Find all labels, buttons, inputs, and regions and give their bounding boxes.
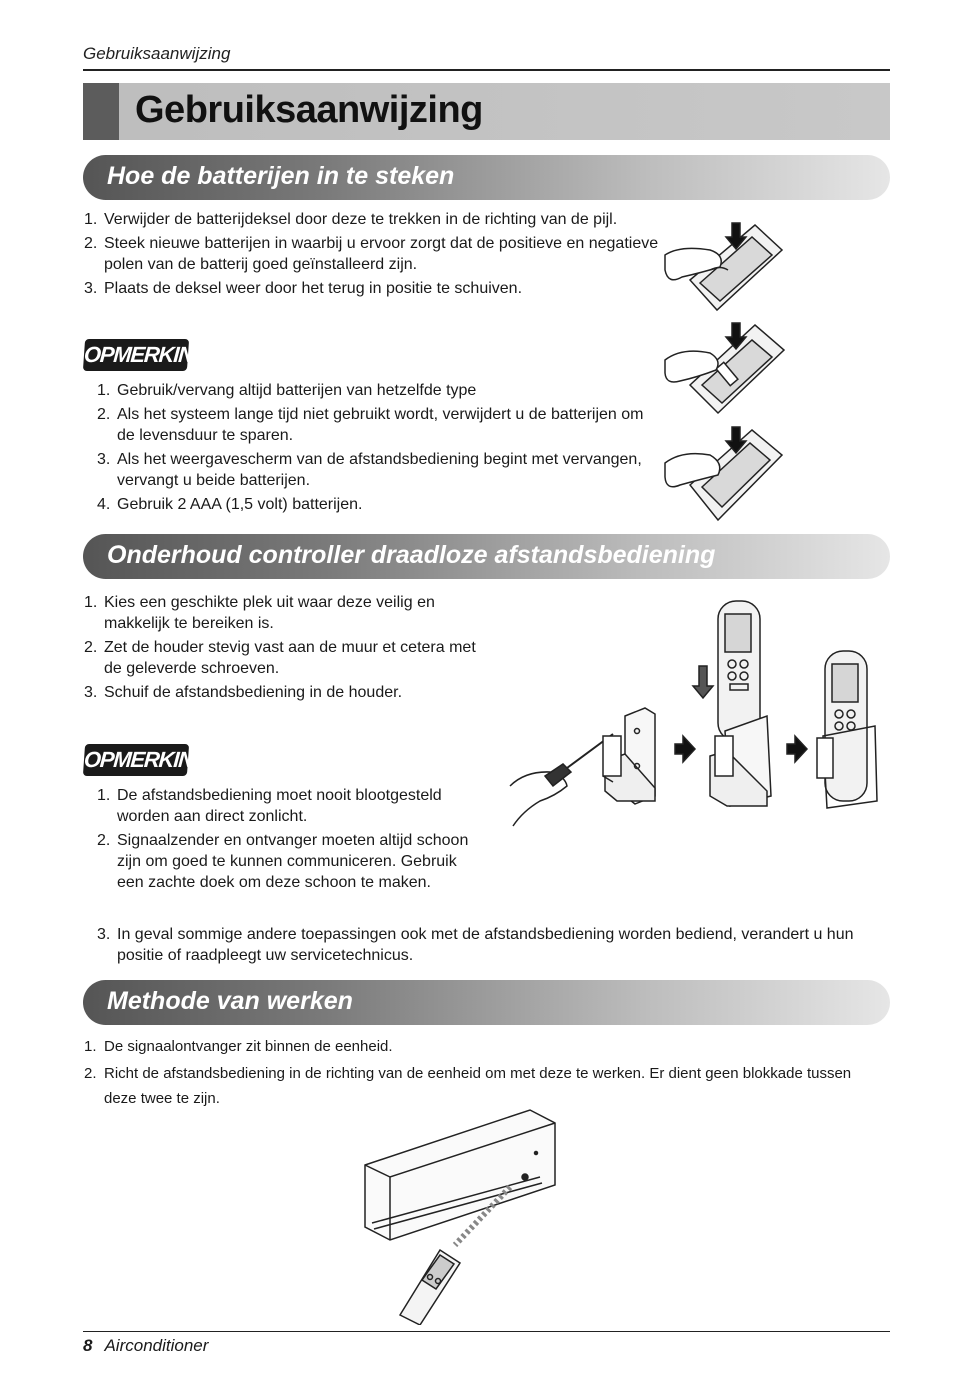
section-title: Onderhoud controller draadloze afstandsbediening xyxy=(107,541,716,569)
page-footer xyxy=(83,1336,208,1356)
page-title: Gebruiksaanwijzing xyxy=(135,89,483,131)
list-item: 3. Plaats de deksel weer door het terug in positie te schuiven. xyxy=(84,280,523,297)
operation-steps xyxy=(84,1036,874,1114)
section-heading-maintenance xyxy=(83,534,890,579)
maintenance-notes-continued xyxy=(97,924,887,969)
list-item: 3. Als het weergavescherm van de afstandsbediening begint met vervangen, vervangt u beide batterijen. xyxy=(97,451,642,489)
section-title: Hoe de batterijen in te steken xyxy=(107,162,455,190)
holder-installation-illustration xyxy=(505,596,885,831)
list-item: 2. Richt de afstandsbediening in de richting van de eenheid om met deze te werken. Er dient geen blokkade tussen deze twee te zijn. xyxy=(84,1065,852,1107)
list-item: 3. Schuif de afstandsbediening in de houder. xyxy=(84,684,403,701)
note-badge: OPMERKING xyxy=(83,744,189,776)
note-badge: OPMERKING xyxy=(83,339,189,371)
list-item: 2. Als het systeem lange tijd niet gebruikt wordt, verwijdert u de batterijen om de levensduur te sparen. xyxy=(97,406,644,444)
list-item: 3. In geval sommige andere toepassingen ook met de afstandsbediening worden bediend, verandert u hun positie of raadpleegt uw servicetechnicus. xyxy=(97,926,854,964)
list-item: 1. Kies een geschikte plek uit waar deze veilig en makkelijk te bereiken is. xyxy=(84,594,435,632)
header-rule xyxy=(83,69,890,71)
page-title-bar xyxy=(83,83,890,140)
indoor-unit-illustration xyxy=(360,1105,560,1325)
maintenance-steps xyxy=(84,592,479,706)
page-number: 8 xyxy=(83,1336,93,1355)
list-item: 2. Signaalzender en ontvanger moeten altijd schoon zijn om goed te kunnen communiceren. Gebruik een zachte doek om deze schoon te maken. xyxy=(97,832,469,891)
footer-rule xyxy=(83,1331,890,1332)
list-item: 1. De signaalontvanger zit binnen de eenheid. xyxy=(84,1038,393,1055)
running-header: Gebruiksaanwijzing xyxy=(83,44,231,63)
list-item: 2. Zet de houder stevig vast aan de muur et cetera met de geleverde schroeven. xyxy=(84,639,476,677)
list-item: 2. Steek nieuwe batterijen in waarbij u ervoor zorgt dat de positieve en negatieve polen van de batterij goed geïnstalleerd zijn. xyxy=(84,235,659,273)
maintenance-notes xyxy=(97,785,469,896)
battery-steps xyxy=(84,209,659,302)
battery-illustration xyxy=(660,215,790,525)
section-title: Methode van werken xyxy=(107,987,353,1015)
section-heading-operation xyxy=(83,980,890,1025)
list-item: 1. Verwijder de batterijdeksel door deze te trekken in de richting van de pijl. xyxy=(84,211,618,228)
battery-notes xyxy=(97,380,657,518)
title-accent-block xyxy=(83,83,119,140)
product-name: Airconditioner xyxy=(104,1336,209,1355)
list-item: 1. Gebruik/vervang altijd batterijen van hetzelfde type xyxy=(97,382,477,399)
list-item: 1. De afstandsbediening moet nooit blootgesteld worden aan direct zonlicht. xyxy=(97,787,442,825)
list-item: 4. Gebruik 2 AAA (1,5 volt) batterijen. xyxy=(97,496,363,513)
section-heading-batteries xyxy=(83,155,890,200)
